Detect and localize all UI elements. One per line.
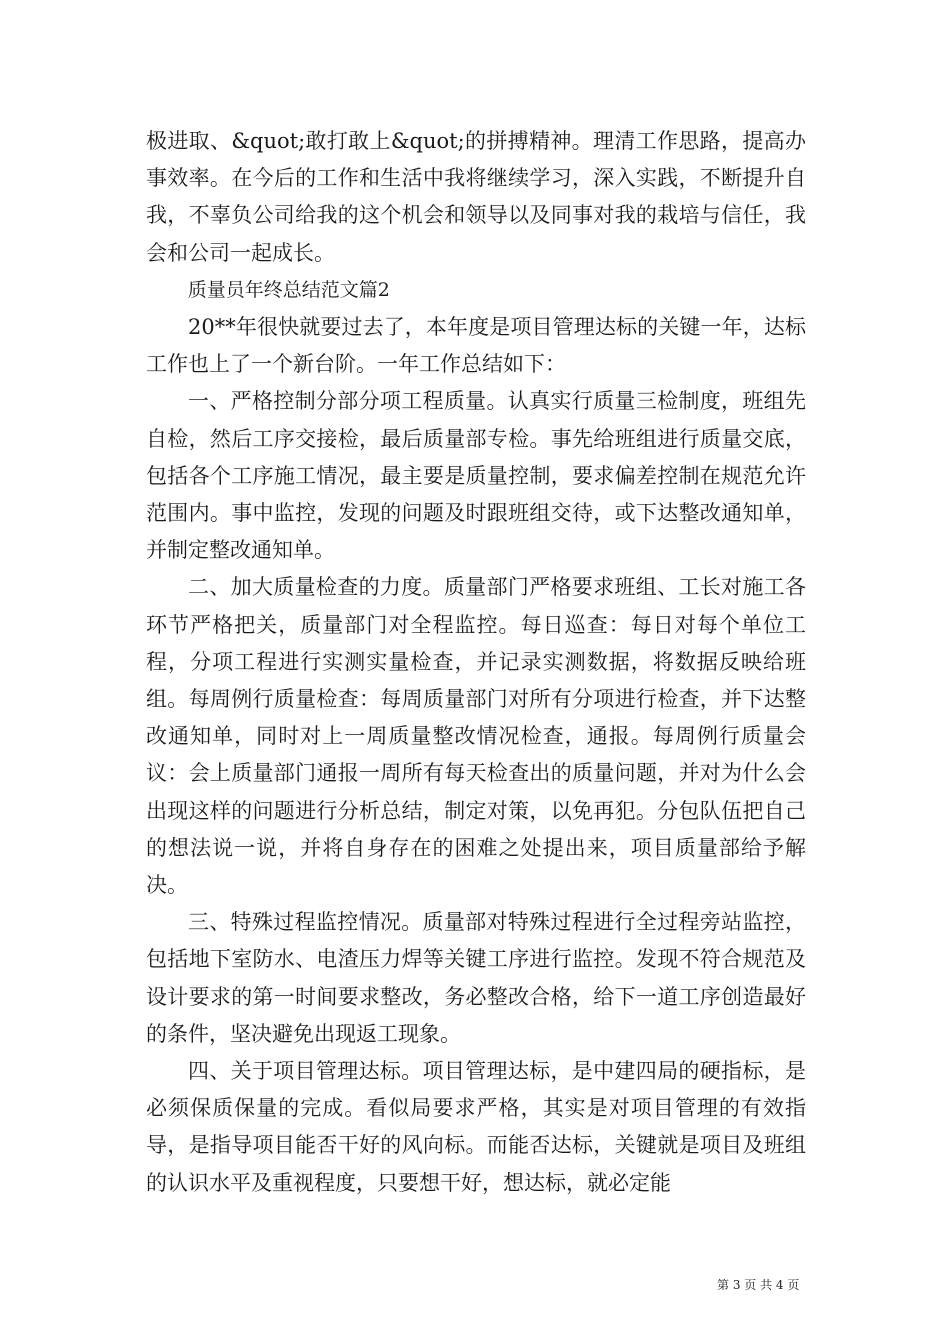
paragraph-continued: 极进取、&quot;敢打敢上&quot;的拼搏精神。理清工作思路，提高办事效率。在今后的工作和生活中我将继续学习，深入实践，不断提升自我，不辜负公司给我的这个机会和领导以及同事对我的栽培与信任，我会和公司一起成长。 (146, 129, 806, 265)
page-number-footer: 第 3 页 共 4 页 (717, 1278, 800, 1292)
paragraph-item-2: 二、加大质量检查的力度。质量部门严格要求班组、工长对施工各环节严格把关，质量部门对全程监控。每日巡查：每日对每个单位工程，分项工程进行实测实量检查，并记录实测数据，将数据反映给班组。每周例行质量检查：每周质量部门对所有分项进行检查，并下达整改通知单，同时对上一周质量整改情况检查，通报。每周例行质量会议：会上质量部门通报一周所有每天检查出的质量问题，并对为什么会出现这样的问题进行分析总结，制定对策，以免再犯。分包队伍把自己的想法说一说，并将自身存在的困难之处提出来，项目质量部给予解决。 (146, 575, 806, 898)
paragraph-item-1: 一、严格控制分部分项工程质量。认真实行质量三检制度，班组先自检，然后工序交接检，最后质量部专检。事先给班组进行质量交底，包括各个工序施工情况，最主要是质量控制，要求偏差控制在规范允许范围内。事中监控，发现的问题及时跟班组交待，或下达整改通知单，并制定整改通知单。 (146, 389, 806, 563)
paragraph-item-3: 三、特殊过程监控情况。质量部对特殊过程进行全过程旁站监控，包括地下室防水、电渣压力焊等关键工序进行监控。发现不符合规范及设计要求的第一时间要求整改，务必整改合格，给下一道工序创造最好的条件，坚决避免出现返工现象。 (146, 910, 806, 1046)
section-heading: 质量员年终总结范文篇2 (187, 278, 390, 301)
paragraph-item-4: 四、关于项目管理达标。项目管理达标，是中建四局的硬指标，是必须保质保量的完成。看似局要求严格，其实是对项目管理的有效指导，是指导项目能否干好的风向标。而能否达标，关键就是项目及班组的认识水平及重视程度，只要想干好，想达标，就必定能 (146, 1059, 806, 1195)
paragraph-intro: 20**年很快就要过去了，本年度是项目管理达标的关键一年，达标工作也上了一个新台阶。一年工作总结如下： (146, 315, 806, 377)
document-body (146, 123, 806, 1202)
